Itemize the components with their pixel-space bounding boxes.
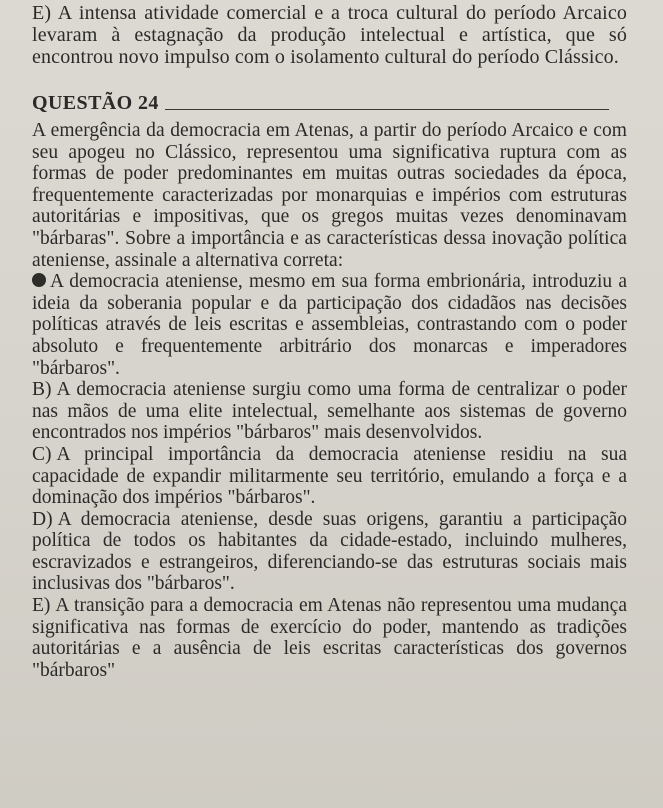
- option-d[interactable]: [32, 509, 627, 595]
- option-c[interactable]: [32, 444, 627, 509]
- option-d-letter: D): [32, 508, 53, 530]
- option-b-letter: B): [32, 379, 52, 401]
- question-title: QUESTÃO 24: [32, 92, 159, 114]
- previous-question-option-e: [32, 2, 627, 68]
- question-header: [32, 90, 627, 114]
- option-c-text: A principal importância da democracia ateniense residiu na sua capacidade de expandir militarmente seu território, emulando a força e a dominação dos impérios "bárbaros".: [32, 443, 627, 509]
- option-a-text: A democracia ateniense, mesmo em sua forma embrionária, introduziu a ideia da soberania popular e da participação dos cidadãos nas decisões políticas através de leis escritas e assembleias, contrastando com o poder absoluto e frequentemente arbitrário dos monarcas e imperadores "bárbaros".: [32, 271, 627, 379]
- question-statement: A emergência da democracia em Atenas, a partir do período Arcaico e com seu apogeu no Clássico, representou uma significativa ruptura com as formas de poder predominantes em muitas outras sociedades da época, frequentemente caracterizadas por monarquias e impérios com estruturas autoritárias e impositivas, que os gregos muitas vezes denominavam "bárbaras". Sobre a importância e as características dessa inovação política ateniense, assinale a alternativa correta:: [32, 120, 627, 271]
- option-e-text: A transição para a democracia em Atenas não representou uma mudança significativa nas formas de exercício do poder, mantendo as tradições autoritárias e a ausência de leis escritas características dos governos "bárbaros": [32, 595, 627, 681]
- option-a[interactable]: [32, 271, 627, 379]
- option-c-letter: C): [32, 443, 52, 465]
- option-d-text: A democracia ateniense, desde suas origens, garantiu a participação política de todos os habitantes da cidade-estado, incluindo mulheres, escravizados e estrangeiros, diferenciando-se das estruturas sociais mais inclusivas dos "bárbaros".: [32, 508, 627, 595]
- filled-marker-icon: [32, 273, 46, 287]
- option-b-text: A democracia ateniense surgiu como uma forma de centralizar o poder nas mãos de uma elite intelectual, semelhante aos sistemas de governo encontrados nos impérios "bárbaros" mais desenvolvidos.: [32, 379, 627, 444]
- answer-options: [32, 271, 627, 681]
- option-b[interactable]: [32, 379, 627, 444]
- option-e-letter: E): [32, 595, 51, 617]
- previous-option-text: E) A intensa atividade comercial e a troca cultural do período Arcaico levaram à estagnação da produção intelectual e artística, que só encontrou novo impulso com o isolamento cultural do período Clássico.: [32, 2, 627, 68]
- title-underline: [165, 109, 609, 110]
- option-e[interactable]: [32, 595, 627, 681]
